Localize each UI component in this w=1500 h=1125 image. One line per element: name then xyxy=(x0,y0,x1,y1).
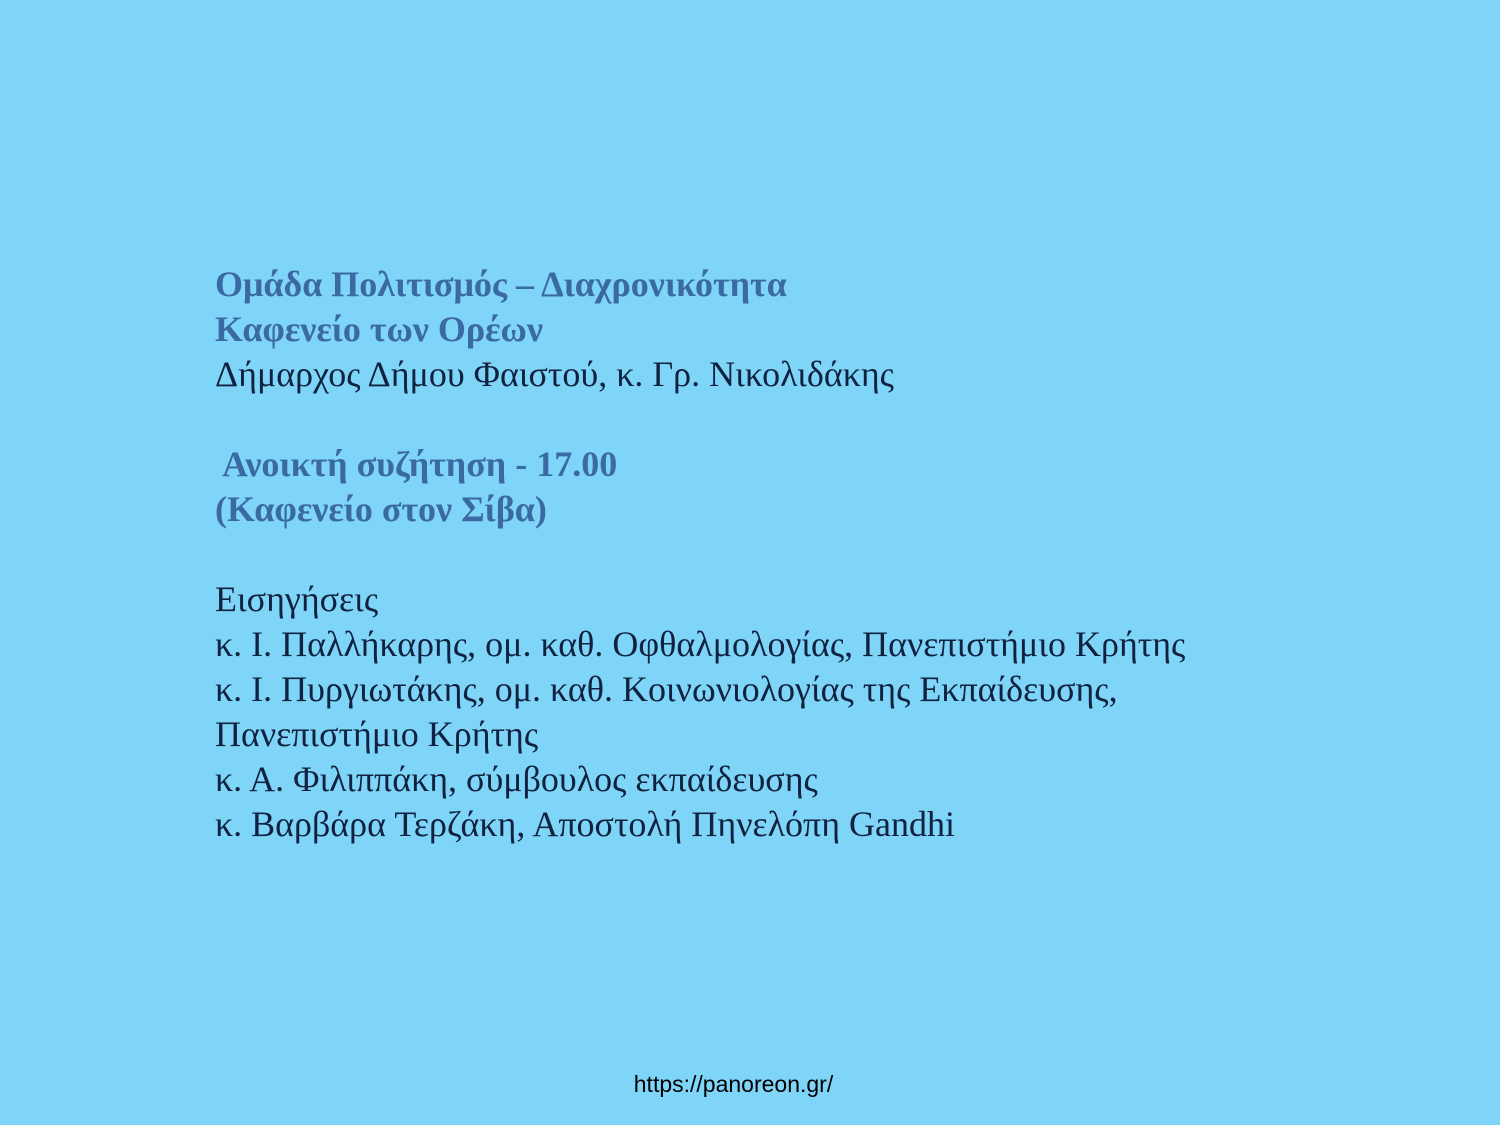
spacer xyxy=(215,532,1185,577)
presenter-line: Πανεπιστήμιο Κρήτης xyxy=(215,714,539,754)
presentations-heading: Εισηγήσεις xyxy=(215,579,379,619)
spacer xyxy=(215,397,1185,442)
presenter-line: κ. Ι. Πυργιωτάκης, ομ. καθ. Κοινωνιολογίας της Εκπαίδευσης, xyxy=(215,669,1118,709)
presenter-line: κ. Βαρβάρα Τερζάκη, Αποστολή Πηνελόπη Gandhi xyxy=(215,804,956,844)
session-title: Ανοικτή συζήτηση - 17.00 xyxy=(215,444,618,484)
session-location: (Καφενείο στον Σίβα) xyxy=(215,489,547,529)
presenter-line: κ. Α. Φιλιππάκη, σύμβουλος εκπαίδευσης xyxy=(215,759,818,799)
mayor-line: Δήμαρχος Δήμου Φαιστού, κ. Γρ. Νικολιδάκης xyxy=(215,354,894,394)
group-title: Ομάδα Πολιτισμός – Διαχρονικότητα xyxy=(215,264,787,304)
slide-content xyxy=(215,262,1185,847)
footer-url: https://panoreon.gr/ xyxy=(633,1071,834,1097)
presenter-line: κ. Ι. Παλλήκαρης, ομ. καθ. Οφθαλμολογίας, Πανεπιστήμιο Κρήτης xyxy=(215,624,1186,664)
event-title: Καφενείο των Ορέων xyxy=(215,309,543,349)
